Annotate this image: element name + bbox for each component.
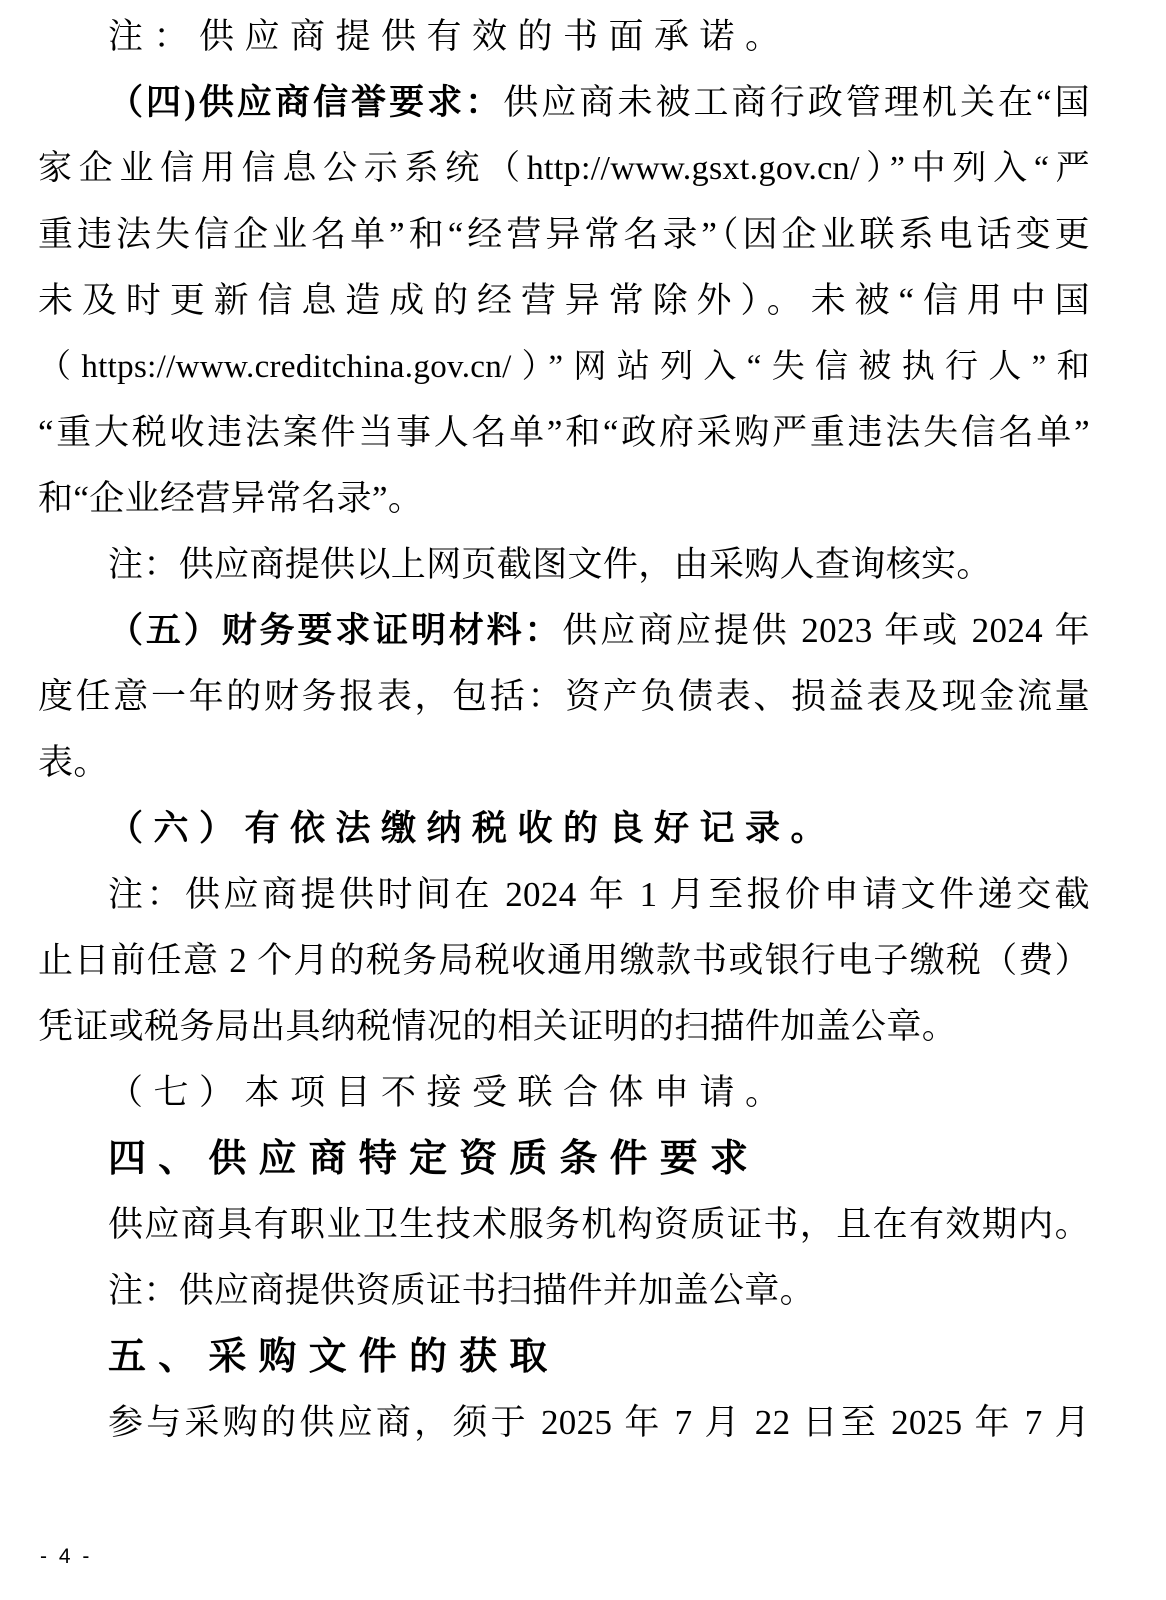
clause-4-text: 供应商未被工商行政管理机关在“国 bbox=[503, 83, 1091, 122]
body-line: 供应商具有职业卫生技术服务机构资质证书，且在有效期内。 bbox=[108, 1205, 1090, 1244]
body-line: 凭证或税务局出具纳税情况的相关证明的扫描件加盖公章。 bbox=[38, 1007, 958, 1046]
body-line: 度任意一年的财务报表，包括：资产负债表、损益表及现金流量 bbox=[38, 677, 1090, 716]
clause-7-line: （七）本项目不接受联合体申请。 bbox=[108, 1073, 791, 1112]
clause-6-line bbox=[38, 796, 1090, 862]
note-line: 注：供应商提供以上网页截图文件，由采购人查询核实。 bbox=[108, 545, 992, 584]
clause-5-text: 供应商应提供 2023 年或 2024 年 bbox=[562, 611, 1090, 650]
clause-5-label: （五）财务要求证明材料： bbox=[108, 611, 563, 650]
document-page bbox=[38, 4, 1090, 1456]
page-number: - 4 - bbox=[40, 1545, 93, 1568]
note-line: 注：供应商提供资质证书扫描件并加盖公章。 bbox=[108, 1271, 816, 1310]
section-heading-4: 四、供应商特定资质条件要求 bbox=[108, 1138, 761, 1180]
note-line: 注：供应商提供有效的书面承诺。 bbox=[108, 17, 791, 56]
body-line: 重违法失信企业名单”和“经营异常名录”（因企业联系电话变更 bbox=[38, 215, 1090, 254]
section-heading-5: 五、采购文件的获取 bbox=[108, 1336, 560, 1378]
body-line: 家企业信用信息公示系统（http://www.gsxt.gov.cn/）”中列入“严 bbox=[38, 150, 1090, 187]
clause-4-label: （四)供应商信誉要求： bbox=[108, 83, 504, 122]
body-line: 参与采购的供应商，须于 2025 年 7 月 22 日至 2025 年 7 月 bbox=[108, 1403, 1090, 1442]
body-line: 表。 bbox=[38, 743, 109, 782]
body-line: 和“企业经营异常名录”。 bbox=[38, 479, 424, 518]
note-line: 注：供应商提供时间在 2024 年 1 月至报价申请文件递交截 bbox=[108, 875, 1090, 914]
body-line: （https://www.creditchina.gov.cn/）”网站列入“失信被执行人”和 bbox=[38, 349, 1090, 385]
body-line: 未及时更新信息造成的经营异常除外）。未被“信用中国 bbox=[38, 281, 1090, 320]
body-line: 止日前任意 2 个月的税务局税收通用缴款书或银行电子缴税（费） bbox=[38, 941, 1090, 980]
clause-4-line bbox=[38, 70, 1090, 136]
clause-6-label: （六）有依法缴纳税收的良好记录。 bbox=[108, 809, 837, 848]
body-line: “重大税收违法案件当事人名单”和“政府采购严重违法失信名单” bbox=[38, 413, 1090, 452]
clause-5-line bbox=[38, 598, 1090, 664]
